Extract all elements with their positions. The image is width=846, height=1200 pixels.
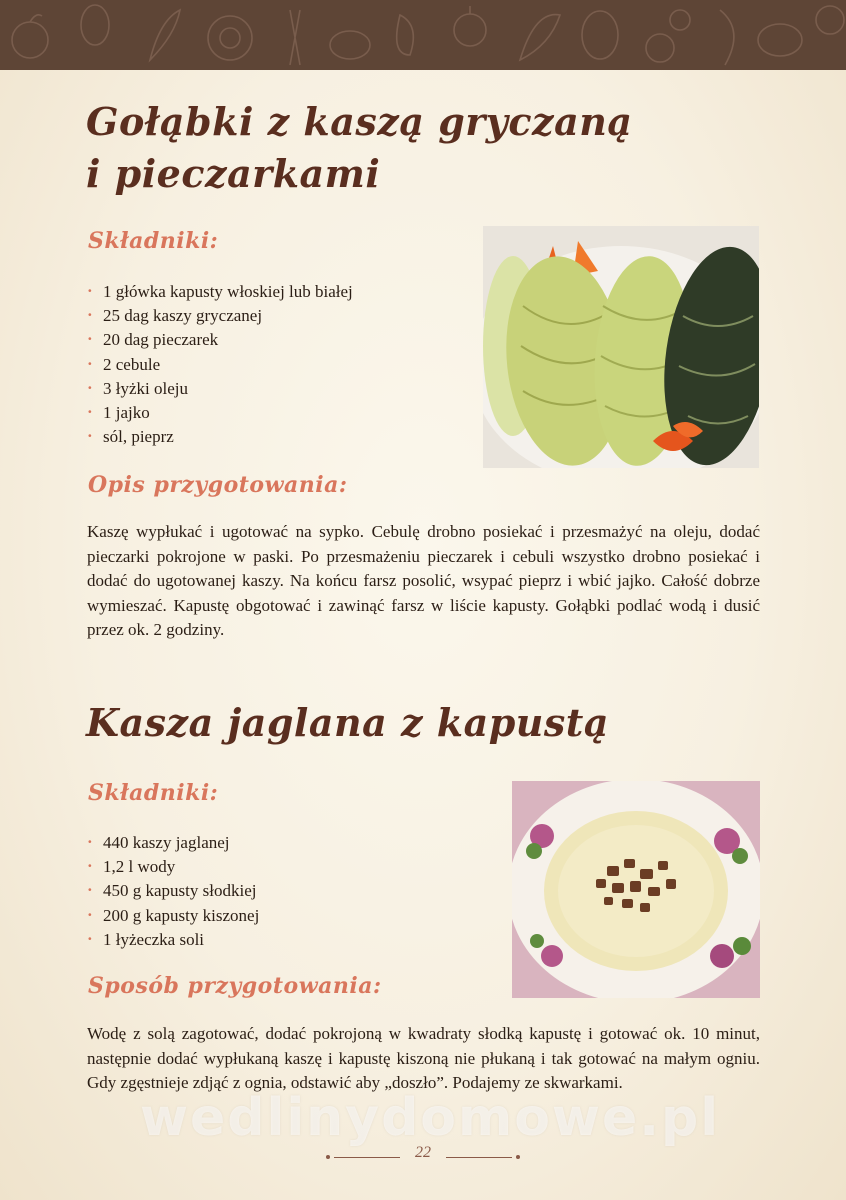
list-item: · 440 kaszy jaglanej — [87, 831, 467, 855]
list-item: · 20 dag pieczarek — [87, 328, 467, 352]
list-item: · 1,2 l wody — [87, 855, 467, 879]
list-item: · 1 łyżeczka soli — [87, 928, 467, 952]
watermark: wedlinydomowe.pl — [139, 1088, 721, 1148]
page-number: 22 — [415, 1144, 431, 1161]
recipe-2-method-heading: Sposób przygotowania: — [88, 973, 382, 999]
list-item: · 25 dag kaszy gryczanej — [87, 304, 467, 328]
recipe-2-ingredients-heading: Składniki: — [88, 780, 219, 806]
recipe-2-ingredients-list — [87, 831, 467, 952]
footer-ornament-dot — [326, 1155, 330, 1159]
footer-rule-right — [446, 1157, 512, 1158]
footer-rule-left — [334, 1157, 400, 1158]
list-item: · 200 g kapusty kiszonej — [87, 904, 467, 928]
footer-ornament-dot — [516, 1155, 520, 1159]
recipe-1-title-line-2: i pieczarkami — [86, 151, 381, 196]
recipe-1-title-line-1: Gołąbki z kaszą gryczaną — [86, 99, 633, 144]
recipe-2-method-text: Wodę z solą zagotować, dodać pokrojoną w kwadraty słodką kapustę i gotować ok. 10 minut, następnie dodać wypłukaną kaszę i kapustę kiszoną nie płukaną i tak gotować na małym ogniu. Gdy zgęstnieje zdjąć z ognia, odstawić aby „doszło”. Podajemy ze skwarkami. — [87, 1024, 760, 1093]
list-item: · 2 cebule — [87, 353, 467, 377]
recipe-1-method-heading: Opis przygotowania: — [88, 472, 348, 498]
list-item: · sól, pieprz — [87, 425, 467, 449]
recipe-2-title: Kasza jaglana z kapustą — [86, 700, 609, 745]
millet-cabbage-photo — [512, 781, 760, 998]
recipe-1-ingredients-heading: Składniki: — [88, 228, 219, 254]
cabbage-rolls-photo — [483, 226, 759, 468]
list-item: · 1 jajko — [87, 401, 467, 425]
recipe-1-ingredients-list — [87, 280, 467, 449]
list-item: · 450 g kapusty słodkiej — [87, 879, 467, 903]
list-item: · 1 główka kapusty włoskiej lub białej — [87, 280, 467, 304]
list-item: · 3 łyżki oleju — [87, 377, 467, 401]
recipe-1-method-text: Kaszę wypłukać i ugotować na sypko. Cebulę drobno posiekać i przesmażyć na oleju, dodać pieczarki pokrojone w paski. Po przesmażeniu pieczarek i cebuli wszystko drobno posiekać i dodać do ugotowanej kaszy. Na końcu farsz posolić, wsypać pieprz i wbić jajko. Całość dobrze wymieszać. Kapustę obgotować i zawinąć farsz w liście kapusty. Gołąbki podlać wodą i dusić przez ok. 2 godziny. — [87, 522, 760, 640]
